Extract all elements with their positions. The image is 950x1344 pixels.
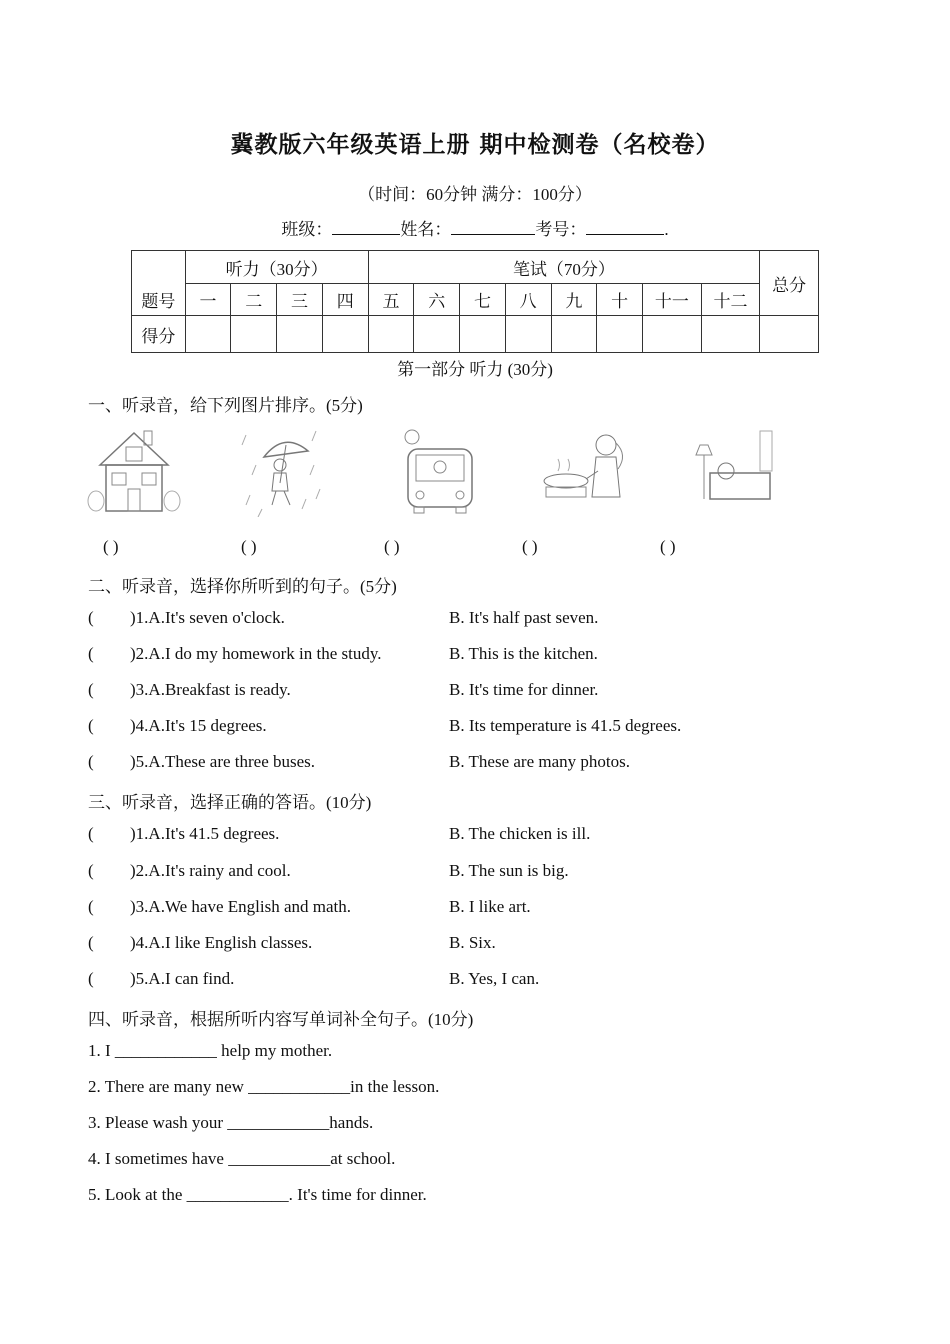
answer-paren[interactable]: (	[88, 680, 94, 699]
info-end: .	[664, 220, 669, 239]
option-b: B. I like art.	[449, 897, 531, 916]
col-3: 三	[277, 284, 323, 316]
option-b: B. These are many photos.	[449, 752, 630, 771]
answer-paren[interactable]: (	[88, 969, 94, 988]
house-picture	[86, 425, 182, 517]
class-label: 班级：	[281, 220, 333, 239]
col-1: 一	[185, 284, 231, 316]
col-8: 八	[505, 284, 551, 316]
name-field[interactable]	[451, 218, 535, 235]
picture-answer-3[interactable]: ( )	[384, 537, 400, 556]
answer-paren[interactable]: (	[88, 933, 94, 952]
fill-blank-sentence[interactable]: 5. Look at the ____________. It's time for dinner.	[88, 1185, 427, 1204]
score-table	[131, 250, 819, 353]
answer-paren[interactable]: (	[88, 608, 94, 627]
writing-header: 笔试（70分）	[368, 251, 760, 284]
fill-blank-sentence[interactable]: 3. Please wash your ____________hands.	[88, 1113, 374, 1132]
number-label: 考号：	[535, 220, 587, 239]
fill-blank-sentence[interactable]: 4. I sometimes have ____________at school.	[88, 1149, 396, 1168]
col-12: 十二	[701, 284, 760, 316]
fill-blank-sentence[interactable]: 1. I ____________ help my mother.	[88, 1041, 333, 1060]
col-11: 十一	[643, 284, 702, 316]
fill-blank-sentence[interactable]: 2. There are many new ____________in the lesson.	[88, 1077, 440, 1096]
col-10: 十	[597, 284, 643, 316]
option-b: B. It's time for dinner.	[449, 680, 599, 699]
option-a: )4.A.It's 15 degrees.	[130, 716, 267, 735]
col-9: 九	[551, 284, 597, 316]
name-label: 姓名：	[400, 220, 452, 239]
score-cell[interactable]	[277, 316, 323, 353]
option-b: B. Yes, I can.	[449, 969, 540, 988]
umbrella-rain-picture	[236, 425, 326, 517]
score-cell[interactable]	[231, 316, 277, 353]
listening-header: 听力（30分）	[185, 251, 368, 284]
option-a: )5.A.I can find.	[130, 969, 235, 988]
score-cell[interactable]	[414, 316, 460, 353]
option-a: )1.A.It's seven o'clock.	[130, 608, 285, 627]
score-cell[interactable]	[322, 316, 368, 353]
picture-answer-4[interactable]: ( )	[522, 537, 538, 556]
sick-in-bed-picture	[690, 425, 776, 517]
option-b: B. This is the kitchen.	[449, 644, 598, 663]
col-6: 六	[414, 284, 460, 316]
page-title: 冀教版六年级英语上册 期中检测卷（名校卷）	[230, 132, 720, 158]
section4-heading: 四、听录音，根据所听内容写单词补全句子。(10分)	[88, 1010, 474, 1029]
part1-title: 第一部分 听力 (30分)	[397, 360, 553, 379]
row-label-score: 得分	[132, 316, 186, 353]
number-field[interactable]	[586, 218, 664, 235]
col-7: 七	[460, 284, 506, 316]
score-cell[interactable]	[185, 316, 231, 353]
score-cell[interactable]	[368, 316, 414, 353]
student-info-line	[0, 215, 950, 240]
score-cell[interactable]	[701, 316, 760, 353]
option-a: )5.A.These are three buses.	[130, 752, 316, 771]
col-2: 二	[231, 284, 277, 316]
total-header: 总分	[760, 251, 819, 316]
option-a: )3.A.Breakfast is ready.	[130, 680, 291, 699]
answer-paren[interactable]: (	[88, 752, 94, 771]
answer-paren[interactable]: (	[88, 897, 94, 916]
col-5: 五	[368, 284, 414, 316]
answer-paren[interactable]: (	[88, 716, 94, 735]
picture-answer-2[interactable]: ( )	[241, 537, 257, 556]
picture-answer-5[interactable]: ( )	[660, 537, 676, 556]
score-cell[interactable]	[505, 316, 551, 353]
option-a: )3.A.We have English and math.	[130, 897, 351, 916]
option-a: )2.A.It's rainy and cool.	[130, 861, 291, 880]
section1-heading: 一、听录音，给下列图片排序。(5分)	[88, 396, 363, 415]
option-b: B. Its temperature is 41.5 degrees.	[449, 716, 682, 735]
answer-paren[interactable]: (	[88, 861, 94, 880]
option-a: )4.A.I like English classes.	[130, 933, 313, 952]
score-cell[interactable]	[597, 316, 643, 353]
score-cell[interactable]	[643, 316, 702, 353]
answer-paren[interactable]: (	[88, 644, 94, 663]
total-score-cell[interactable]	[760, 316, 819, 353]
score-cell[interactable]	[551, 316, 597, 353]
answer-paren[interactable]: (	[88, 824, 94, 843]
exam-time-info: （时间：60分钟 满分：100分）	[358, 185, 592, 204]
picture-answer-1[interactable]: ( )	[103, 537, 119, 556]
section3-heading: 三、听录音，选择正确的答语。(10分)	[88, 793, 372, 812]
row-label-number: 题号	[132, 284, 186, 316]
option-b: B. Six.	[449, 933, 496, 952]
bus-picture	[398, 425, 482, 517]
option-b: B. It's half past seven.	[449, 608, 599, 627]
option-a: )1.A.It's 41.5 degrees.	[130, 824, 280, 843]
col-4: 四	[322, 284, 368, 316]
class-field[interactable]	[332, 218, 400, 235]
section2-heading: 二、听录音，选择你所听到的句子。(5分)	[88, 577, 397, 596]
option-b: B. The sun is big.	[449, 861, 569, 880]
option-a: )2.A.I do my homework in the study.	[130, 644, 382, 663]
option-b: B. The chicken is ill.	[449, 824, 591, 843]
cooking-picture	[538, 425, 630, 517]
score-cell[interactable]	[460, 316, 506, 353]
